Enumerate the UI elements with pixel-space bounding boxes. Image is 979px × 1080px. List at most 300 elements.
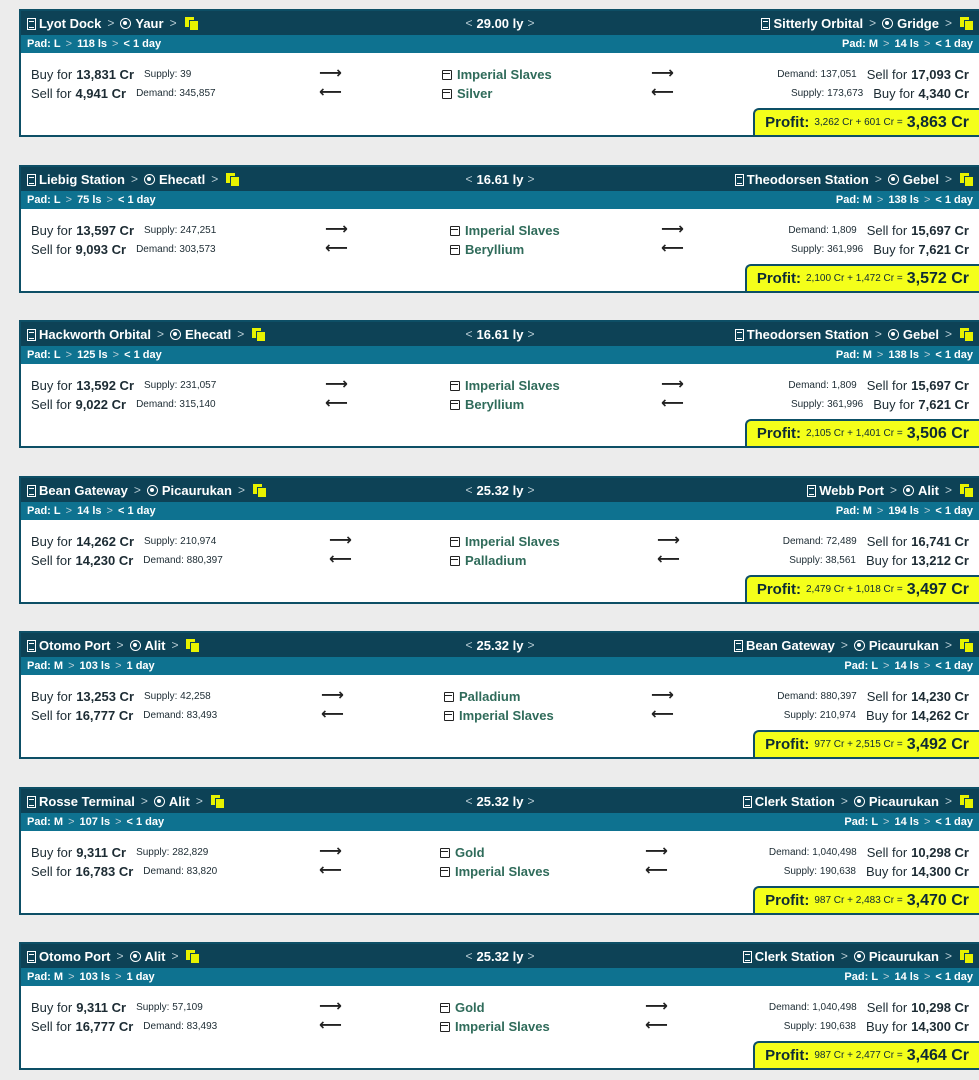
trade-route-card: [19, 942, 979, 1070]
sell-label: Sell for: [31, 863, 72, 879]
destination-distance-ls: 194 ls: [888, 505, 919, 517]
sell-price: 17,093 Cr: [911, 66, 969, 82]
destination-station-link[interactable]: Clerk Station: [754, 793, 835, 809]
destination-distance-ls: 14 ls: [894, 816, 919, 828]
station-icon: [807, 485, 816, 497]
destination-distance-ls: 14 ls: [894, 660, 919, 672]
chevron-right-icon: >: [883, 660, 890, 672]
commodity-name: Gold: [455, 999, 485, 1015]
sell-label: Sell for: [866, 222, 908, 238]
sell-price: 15,697 Cr: [911, 377, 969, 393]
sell-price: 16,741 Cr: [911, 533, 969, 549]
supply-value: Supply: 361,996: [790, 398, 864, 410]
chevron-right-icon: >: [156, 327, 164, 341]
chevron-right-icon: >: [527, 327, 535, 341]
sell-price: 9,093 Cr: [75, 241, 127, 257]
origin-system-link[interactable]: Picaurukan: [161, 482, 232, 498]
buy-label: Buy for: [865, 1018, 908, 1034]
chevron-right-icon: >: [923, 194, 931, 206]
outbound-sell-line: [783, 532, 969, 550]
system-target-icon: [854, 640, 865, 651]
chevron-right-icon: >: [527, 483, 535, 497]
system-target-icon: [888, 329, 899, 340]
sell-price: 9,022 Cr: [75, 396, 127, 412]
commodity-box-icon: [439, 1021, 450, 1032]
demand-value: Demand: 1,040,498: [768, 1001, 857, 1013]
return-buy-line: [791, 395, 969, 413]
chevron-right-icon: >: [68, 816, 75, 828]
chevron-right-icon: >: [923, 816, 931, 828]
outbound-buy-line: [31, 221, 216, 239]
chevron-right-icon: >: [106, 505, 113, 517]
trade-route-card: [19, 631, 979, 759]
chevron-right-icon: >: [115, 816, 122, 828]
origin-distance-ls: 14 ls: [77, 505, 102, 517]
buy-label: Buy for: [31, 533, 73, 549]
origin-data-age: 1 day: [126, 660, 155, 672]
return-commodity[interactable]: [441, 84, 492, 102]
supply-value: Supply: 190,638: [783, 1020, 856, 1032]
profit-label: Profit:: [765, 892, 810, 909]
chevron-right-icon: >: [116, 949, 124, 963]
destination-pad-size: Pad: M: [835, 349, 872, 361]
chevron-right-icon: >: [527, 172, 535, 186]
origin-data-age: < 1 day: [126, 816, 165, 828]
copy-clipboard-icon[interactable]: [960, 484, 973, 497]
route-subheader: [21, 35, 979, 53]
outbound-sell-line: [769, 998, 969, 1016]
commodity-box-icon: [443, 710, 454, 721]
origin-system-link[interactable]: Alit: [144, 948, 166, 964]
profit-total: 3,572 Cr: [906, 269, 969, 287]
profit-label: Profit:: [765, 736, 810, 753]
sell-label: Sell for: [31, 552, 72, 568]
route-distance: 29.00 ly: [476, 15, 524, 31]
destination-station-link[interactable]: Theodorsen Station: [746, 326, 869, 342]
buy-price: 14,300 Cr: [911, 863, 969, 879]
arrow-left-icon: ⟵: [651, 84, 674, 101]
outbound-buy-line: [31, 843, 208, 861]
arrow-right-icon: ⟶: [651, 65, 674, 82]
destination-distance-ls: 14 ls: [894, 38, 919, 50]
commodity-name: Imperial Slaves: [455, 1018, 550, 1034]
copy-clipboard-icon[interactable]: [960, 795, 973, 808]
destination-system-link[interactable]: Picaurukan: [868, 793, 939, 809]
origin-data-age: 1 day: [126, 971, 155, 983]
supply-value: Supply: 210,974: [783, 709, 856, 721]
route-distance: 25.32 ly: [476, 948, 524, 964]
commodity-name: Palladium: [459, 688, 521, 704]
chevron-left-icon: <: [465, 794, 473, 808]
chevron-left-icon: <: [465, 16, 473, 30]
return-buy-line: [791, 240, 969, 258]
demand-value: Demand: 303,573: [136, 243, 216, 255]
destination-system-link[interactable]: Gridge: [897, 15, 939, 31]
destination-data-age: < 1 day: [935, 660, 973, 672]
commodity-box-icon: [449, 399, 460, 410]
sell-price: 16,777 Cr: [75, 707, 134, 723]
outbound-buy-line: [31, 376, 216, 394]
arrow-left-icon: ⟵: [657, 551, 680, 568]
return-sell-line: [31, 240, 216, 258]
buy-label: Buy for: [865, 707, 908, 723]
chevron-right-icon: >: [195, 794, 203, 808]
chevron-right-icon: >: [115, 971, 122, 983]
outbound-commodity[interactable]: [449, 532, 560, 550]
route-distance: 16.61 ly: [476, 171, 524, 187]
route-distance: 16.61 ly: [476, 326, 524, 342]
sell-price: 16,783 Cr: [75, 863, 134, 879]
system-target-icon: [882, 18, 893, 29]
origin-station-link[interactable]: Bean Gateway: [39, 482, 128, 498]
chevron-right-icon: >: [840, 794, 848, 808]
station-icon: [743, 796, 752, 808]
origin-pad-size: Pad: M: [27, 660, 64, 672]
demand-value: Demand: 345,857: [136, 87, 216, 99]
outbound-sell-line: [788, 221, 969, 239]
system-target-icon: [888, 174, 899, 185]
chevron-right-icon: >: [130, 172, 138, 186]
supply-value: Supply: 210,974: [144, 535, 217, 547]
supply-value: Supply: 57,109: [136, 1001, 203, 1013]
sell-price: 10,298 Cr: [911, 844, 969, 860]
return-commodity[interactable]: [449, 551, 526, 569]
chevron-right-icon: >: [65, 505, 73, 517]
route-subheader: [21, 191, 979, 209]
commodity-name: Palladium: [465, 552, 527, 568]
chevron-right-icon: >: [876, 194, 884, 206]
chevron-right-icon: >: [944, 16, 952, 30]
commodity-box-icon: [439, 847, 450, 858]
chevron-right-icon: >: [68, 971, 75, 983]
origin-system-link[interactable]: Ehecatl: [184, 326, 232, 342]
chevron-right-icon: >: [116, 638, 124, 652]
destination-data-age: < 1 day: [935, 971, 973, 983]
commodity-box-icon: [443, 691, 454, 702]
chevron-left-icon: <: [465, 949, 473, 963]
return-commodity[interactable]: [449, 395, 524, 413]
profit-breakdown: 987 Cr + 2,483 Cr =: [814, 895, 903, 906]
chevron-right-icon: >: [68, 660, 75, 672]
chevron-right-icon: >: [527, 16, 535, 30]
trade-route-card: [19, 476, 979, 604]
sell-price: 16,777 Cr: [75, 1018, 134, 1034]
arrow-right-icon: ⟶: [645, 843, 668, 860]
supply-value: Supply: 173,673: [790, 87, 864, 99]
origin-distance-ls: 125 ls: [77, 349, 108, 361]
sell-price: 14,230 Cr: [911, 688, 969, 704]
destination-data-age: < 1 day: [935, 349, 973, 361]
destination-pad-size: Pad: M: [835, 505, 872, 517]
chevron-left-icon: <: [465, 327, 473, 341]
outbound-commodity[interactable]: [441, 65, 552, 83]
chevron-right-icon: >: [115, 660, 122, 672]
profit-badge: [745, 575, 979, 602]
route-header: [21, 11, 979, 35]
route-header: [21, 478, 979, 502]
commodity-name: Imperial Slaves: [455, 863, 550, 879]
arrow-left-icon: ⟵: [661, 395, 684, 412]
sell-price: 15,697 Cr: [911, 222, 969, 238]
buy-label: Buy for: [865, 552, 908, 568]
chevron-right-icon: >: [923, 505, 931, 517]
arrow-right-icon: ⟶: [645, 998, 668, 1015]
origin-system-link[interactable]: Alit: [168, 793, 190, 809]
commodity-name: Imperial Slaves: [465, 222, 560, 238]
return-buy-line: [789, 551, 969, 569]
origin-pad-size: Pad: L: [27, 38, 61, 50]
chevron-right-icon: >: [112, 349, 120, 361]
station-icon: [735, 329, 744, 341]
trade-route-card: [19, 165, 979, 293]
profit-label: Profit:: [756, 425, 801, 442]
return-buy-line: [784, 706, 969, 724]
profit-badge: [745, 264, 979, 291]
sell-price: 10,298 Cr: [911, 999, 969, 1015]
destination-data-age: < 1 day: [935, 505, 973, 517]
outbound-buy-line: [31, 687, 211, 705]
supply-value: Supply: 247,251: [144, 224, 217, 236]
return-commodity[interactable]: [443, 706, 554, 724]
arrow-left-icon: ⟵: [319, 84, 342, 101]
arrow-left-icon: ⟵: [319, 1017, 342, 1034]
destination-system-link[interactable]: Picaurukan: [868, 948, 939, 964]
arrow-left-icon: ⟵: [645, 862, 668, 879]
chevron-right-icon: >: [944, 483, 952, 497]
route-header: [21, 944, 979, 968]
outbound-buy-line: [31, 65, 191, 83]
origin-station-link[interactable]: Rosse Terminal: [39, 793, 135, 809]
copy-clipboard-icon[interactable]: [960, 639, 973, 652]
profit-badge: [753, 108, 979, 135]
demand-value: Demand: 315,140: [136, 398, 216, 410]
route-subheader: [21, 813, 979, 831]
profit-badge: [753, 730, 979, 757]
chevron-right-icon: >: [140, 794, 148, 808]
destination-station-link[interactable]: Bean Gateway: [746, 637, 835, 653]
buy-label: Buy for: [873, 396, 915, 412]
commodity-box-icon: [441, 88, 452, 99]
arrow-right-icon: ⟶: [329, 532, 352, 549]
profit-total: 3,497 Cr: [906, 580, 969, 598]
return-commodity[interactable]: [449, 240, 524, 258]
chevron-right-icon: >: [923, 971, 931, 983]
origin-station-link[interactable]: Liebig Station: [39, 171, 125, 187]
chevron-right-icon: >: [869, 16, 877, 30]
return-commodity[interactable]: [439, 1017, 550, 1035]
destination-station-link[interactable]: Theodorsen Station: [746, 171, 869, 187]
chevron-right-icon: >: [944, 172, 952, 186]
commodity-name: Silver: [457, 85, 493, 101]
profit-total: 3,464 Cr: [906, 1046, 969, 1064]
return-sell-line: [31, 84, 216, 102]
chevron-right-icon: >: [883, 38, 890, 50]
destination-distance-ls: 138 ls: [888, 194, 919, 206]
buy-label: Buy for: [31, 844, 73, 860]
buy-label: Buy for: [873, 241, 915, 257]
arrow-left-icon: ⟵: [319, 862, 342, 879]
demand-value: Demand: 83,493: [143, 709, 218, 721]
return-buy-line: [784, 862, 969, 880]
commodity-name: Gold: [455, 844, 485, 860]
sell-label: Sell for: [31, 396, 72, 412]
route-subheader: [21, 346, 979, 364]
chevron-right-icon: >: [133, 483, 141, 497]
demand-value: Demand: 72,489: [782, 535, 857, 547]
supply-value: Supply: 231,057: [144, 379, 217, 391]
chevron-right-icon: >: [237, 483, 245, 497]
commodity-box-icon: [449, 225, 460, 236]
origin-station-link[interactable]: Otomo Port: [39, 637, 111, 653]
demand-value: Demand: 83,820: [143, 865, 218, 877]
outbound-commodity[interactable]: [439, 843, 485, 861]
chevron-right-icon: >: [923, 660, 931, 672]
outbound-commodity[interactable]: [449, 221, 560, 239]
profit-breakdown: 3,262 Cr + 601 Cr =: [814, 117, 903, 128]
origin-station-link[interactable]: Lyot Dock: [39, 15, 102, 31]
station-icon: [735, 174, 744, 186]
copy-clipboard-icon[interactable]: [960, 950, 973, 963]
commodity-box-icon: [449, 555, 460, 566]
arrow-left-icon: ⟵: [645, 1017, 668, 1034]
origin-station-link[interactable]: Otomo Port: [39, 948, 111, 964]
chevron-right-icon: >: [527, 949, 535, 963]
chevron-right-icon: >: [840, 949, 848, 963]
buy-price: 13,831 Cr: [76, 66, 135, 82]
supply-value: Supply: 282,829: [136, 846, 209, 858]
chevron-right-icon: >: [106, 194, 113, 206]
profit-total: 3,470 Cr: [906, 891, 969, 909]
destination-distance-ls: 138 ls: [888, 349, 919, 361]
chevron-right-icon: >: [883, 816, 890, 828]
origin-system-link[interactable]: Alit: [144, 637, 166, 653]
origin-data-age: < 1 day: [123, 38, 162, 50]
buy-price: 14,262 Cr: [911, 707, 969, 723]
chevron-right-icon: >: [890, 483, 898, 497]
chevron-right-icon: >: [944, 638, 952, 652]
chevron-right-icon: >: [840, 638, 848, 652]
station-icon: [734, 640, 743, 652]
outbound-commodity[interactable]: [449, 376, 560, 394]
commodity-box-icon: [449, 380, 460, 391]
destination-station-link[interactable]: Clerk Station: [754, 948, 835, 964]
buy-price: 14,262 Cr: [76, 533, 135, 549]
buy-label: Buy for: [31, 377, 73, 393]
profit-label: Profit:: [765, 114, 810, 131]
destination-station-link[interactable]: Sitterly Orbital: [773, 15, 864, 31]
commodity-name: Imperial Slaves: [465, 377, 560, 393]
destination-system-link[interactable]: Picaurukan: [868, 637, 939, 653]
return-commodity[interactable]: [439, 862, 550, 880]
origin-pad-size: Pad: M: [27, 816, 64, 828]
route-header: [21, 633, 979, 657]
commodity-box-icon: [449, 244, 460, 255]
profit-badge: [753, 886, 979, 913]
buy-price: 9,311 Cr: [76, 999, 127, 1015]
return-buy-line: [791, 84, 969, 102]
demand-value: Demand: 880,397: [777, 690, 857, 702]
supply-value: Supply: 361,996: [790, 243, 864, 255]
origin-pad-size: Pad: L: [27, 349, 61, 361]
chevron-right-icon: >: [211, 172, 219, 186]
chevron-right-icon: >: [944, 794, 952, 808]
origin-system-link[interactable]: Yaur: [135, 15, 164, 31]
chevron-right-icon: >: [874, 172, 882, 186]
supply-value: Supply: 39: [144, 68, 192, 80]
profit-total: 3,506 Cr: [906, 424, 969, 442]
chevron-right-icon: >: [65, 349, 73, 361]
origin-system-link[interactable]: Ehecatl: [158, 171, 206, 187]
return-sell-line: [31, 551, 223, 569]
sell-label: Sell for: [866, 844, 908, 860]
buy-label: Buy for: [31, 999, 73, 1015]
commodity-name: Beryllium: [465, 396, 525, 412]
origin-data-age: < 1 day: [117, 194, 156, 206]
demand-value: Demand: 1,809: [788, 224, 857, 236]
outbound-commodity[interactable]: [439, 998, 485, 1016]
chevron-left-icon: <: [465, 172, 473, 186]
profit-breakdown: 2,479 Cr + 1,018 Cr =: [806, 584, 903, 595]
arrow-right-icon: ⟶: [319, 998, 342, 1015]
chevron-right-icon: >: [923, 38, 931, 50]
copy-clipboard-icon[interactable]: [960, 173, 973, 186]
origin-station-link[interactable]: Hackworth Orbital: [39, 326, 151, 342]
route-header: [21, 322, 979, 346]
chevron-left-icon: <: [465, 638, 473, 652]
route-header: [21, 789, 979, 813]
copy-clipboard-icon[interactable]: [960, 17, 973, 30]
profit-label: Profit:: [756, 270, 801, 287]
origin-data-age: < 1 day: [117, 505, 156, 517]
buy-label: Buy for: [31, 66, 73, 82]
system-target-icon: [854, 951, 865, 962]
arrow-right-icon: ⟶: [319, 843, 342, 860]
origin-distance-ls: 118 ls: [77, 38, 108, 50]
chevron-right-icon: >: [112, 38, 119, 50]
commodity-box-icon: [439, 866, 450, 877]
buy-label: Buy for: [865, 863, 908, 879]
buy-price: 13,253 Cr: [76, 688, 135, 704]
copy-clipboard-icon[interactable]: [960, 328, 973, 341]
return-sell-line: [31, 395, 216, 413]
destination-system-link[interactable]: Gebel: [902, 171, 939, 187]
origin-distance-ls: 107 ls: [79, 816, 111, 828]
station-icon: [761, 18, 770, 30]
profit-breakdown: 987 Cr + 2,477 Cr =: [814, 1050, 903, 1061]
profit-breakdown: 2,100 Cr + 1,472 Cr =: [806, 273, 903, 284]
outbound-sell-line: [788, 376, 969, 394]
chevron-right-icon: >: [883, 971, 890, 983]
destination-pad-size: Pad: L: [844, 971, 879, 983]
arrow-left-icon: ⟵: [329, 551, 352, 568]
chevron-right-icon: >: [944, 949, 952, 963]
profit-total: 3,863 Cr: [906, 113, 969, 131]
sell-label: Sell for: [31, 85, 72, 101]
arrow-right-icon: ⟶: [319, 65, 342, 82]
buy-price: 4,340 Cr: [918, 85, 969, 101]
outbound-commodity[interactable]: [443, 687, 520, 705]
station-icon: [743, 951, 752, 963]
chevron-right-icon: >: [65, 38, 73, 50]
origin-data-age: < 1 day: [124, 349, 162, 361]
supply-value: Supply: 38,561: [789, 554, 856, 566]
origin-pad-size: Pad: M: [27, 971, 64, 983]
buy-label: Buy for: [31, 222, 73, 238]
destination-system-link[interactable]: Gebel: [902, 326, 939, 342]
sell-price: 14,230 Cr: [75, 552, 134, 568]
destination-station-link[interactable]: Webb Port: [819, 482, 885, 498]
destination-system-link[interactable]: Alit: [918, 482, 939, 498]
